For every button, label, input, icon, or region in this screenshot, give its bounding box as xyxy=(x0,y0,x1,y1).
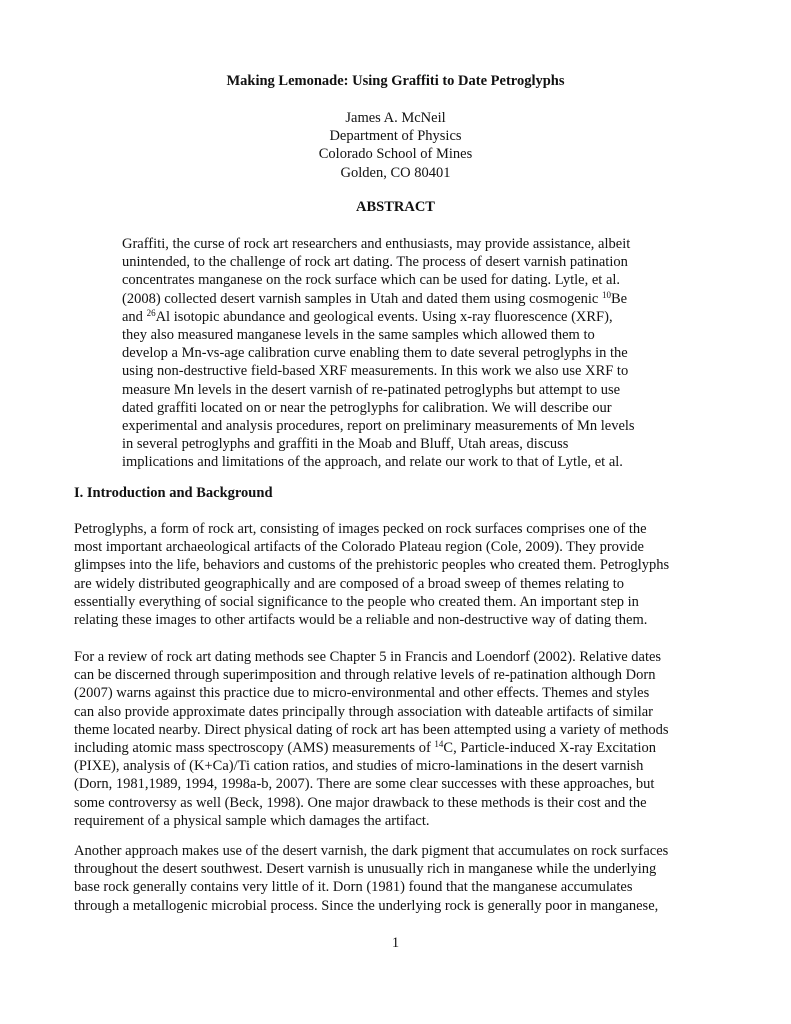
abstract-line: implications and limitations of the approach, and relate our work to that of Lytle, et al. xyxy=(122,454,623,471)
abstract-line xyxy=(122,290,682,308)
paragraph-line: (PIXE), analysis of (K+Ca)/Ti cation ratios, and studies of micro-laminations in the desert varnish xyxy=(74,758,644,775)
abstract-line: using non-destructive field-based XRF measurements. In this work we also use XRF to xyxy=(122,363,629,380)
abstract-line: concentrates manganese on the rock surface which can be used for dating. Lytle, et al. xyxy=(122,272,621,289)
abstract-line: experimental and analysis procedures, report on preliminary measurements of Mn levels xyxy=(122,418,635,435)
author-name: James A. McNeil xyxy=(345,110,446,126)
paragraph-line: glimpses into the life, behaviors and customs of the prehistoric peoples who created them. Petroglyphs xyxy=(74,557,670,574)
author-department: Department of Physics xyxy=(329,128,462,145)
superscript-10: 10 xyxy=(601,289,611,300)
abstract-line: Graffiti, the curse of rock art researchers and enthusiasts, may provide assistance, albeit xyxy=(122,236,631,252)
abstract-text: (2008) collected desert varnish samples in Utah and dated them using cosmogenic xyxy=(122,290,602,307)
paragraph-line: requirement of a physical sample which damages the artifact. xyxy=(74,812,430,829)
paragraph-line: Another approach makes use of the desert varnish, the dark pigment that accumulates on rock surfaces xyxy=(74,843,669,859)
paragraph-line: Petroglyphs, a form of rock art, consisting of images pecked on rock surfaces comprises one of the xyxy=(74,521,647,537)
abstract-line: they also measured manganese levels in the same samples which allowed them to xyxy=(122,327,595,344)
paragraph-line: (Dorn, 1981,1989, 1994, 1998a-b, 2007). There are some clear successes with these approaches, but xyxy=(74,776,655,793)
abstract-heading: ABSTRACT xyxy=(356,199,435,215)
author-block xyxy=(0,109,791,182)
abstract-line: dated graffiti located on or near the petroglyphs for calibration. We will describe our xyxy=(122,399,612,416)
abstract-line: unintended, to the challenge of rock art dating. The process of desert varnish patination xyxy=(122,254,628,271)
paragraph-line: relating these images to other artifacts would be a reliable and non-destructive way of dating them. xyxy=(74,612,648,629)
paragraph xyxy=(74,520,724,629)
paragraph-line: are widely distributed geographically and are composed of a broad sweep of themes relating to xyxy=(74,575,625,592)
section-heading: I. Introduction and Background xyxy=(74,485,273,501)
paragraph-line: For a review of rock art dating methods see Chapter 5 in Francis and Loendorf (2002). Relative dates xyxy=(74,649,662,665)
abstract-text: and xyxy=(122,308,147,325)
abstract-line: measure Mn levels in the desert varnish of re-patinated petroglyphs but attempt to use xyxy=(122,381,621,398)
paragraph-line: essentially everything of social significance to the people who created them. An important step in xyxy=(74,593,639,610)
paragraph-line: can be discerned through superimposition and through relative levels of re-patination although Dorn xyxy=(74,667,656,684)
paragraph-line: base rock generally contains very little of it. Dorn (1981) found that the manganese accumulates xyxy=(74,879,633,896)
author-institution: Colorado School of Mines xyxy=(318,146,473,163)
abstract-text: Al isotopic abundance and geological events. Using x-ray fluorescence (XRF), xyxy=(155,308,613,325)
abstract-line xyxy=(122,308,682,326)
paragraph-line xyxy=(74,739,724,757)
paragraph xyxy=(74,842,724,915)
paragraph-line: (2007) warns against this practice due to micro-environmental and other effects. Themes and styles xyxy=(74,685,650,702)
author-location: Golden, CO 80401 xyxy=(340,164,451,181)
paragraph-line: theme located nearby. Direct physical dating of rock art has been attempted using a variety of methods xyxy=(74,721,669,738)
paragraph-line: through a metallogenic microbial process. Since the underlying rock is generally poor in manganese, xyxy=(74,897,659,914)
paragraph-line: most important archaeological artifacts of the Colorado Plateau region (Cole, 2009). They provide xyxy=(74,539,644,556)
paragraph xyxy=(74,648,724,830)
superscript-14: 14 xyxy=(434,739,444,750)
paragraph-line: throughout the desert southwest. Desert varnish is unusually rich in manganese while the underlying xyxy=(74,861,657,878)
paragraph-text: C, Particle-induced X-ray Excitation xyxy=(443,740,657,757)
abstract-text: Be xyxy=(610,290,628,307)
page-number: 1 xyxy=(391,935,400,951)
paragraph-line: some controversy as well (Beck, 1998). One major drawback to these methods is their cost and the xyxy=(74,794,647,811)
paragraph-text: including atomic mass spectroscopy (AMS) measurements of xyxy=(74,740,435,757)
abstract-body xyxy=(122,235,682,472)
paper-title: Making Lemonade: Using Graffiti to Date Petroglyphs xyxy=(226,73,565,89)
paragraph-line: can also provide approximate dates principally through association with dateable artifacts of similar xyxy=(74,703,654,720)
abstract-line: in several petroglyphs and graffiti in the Moab and Bluff, Utah areas, discuss xyxy=(122,436,569,453)
superscript-26: 26 xyxy=(146,307,156,318)
abstract-line: develop a Mn-vs-age calibration curve enabling them to date several petroglyphs in the xyxy=(122,345,628,362)
